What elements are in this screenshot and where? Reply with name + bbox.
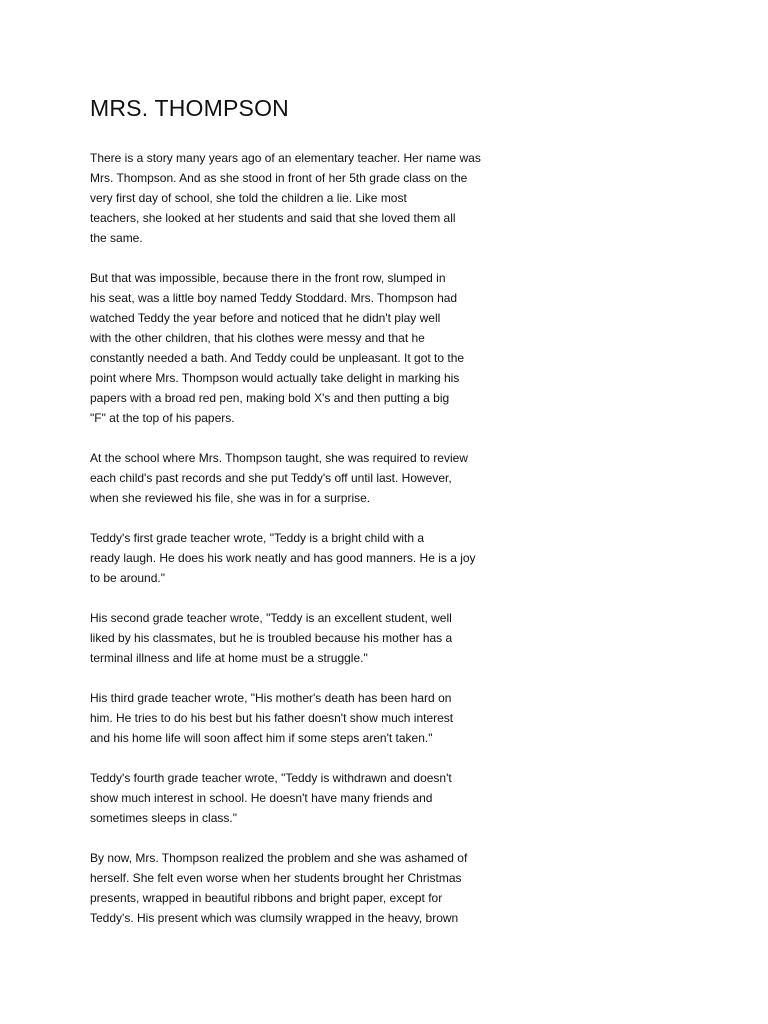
text-line: herself. She felt even worse when her students brought her Christmas xyxy=(90,871,462,885)
document-page xyxy=(90,92,510,948)
text-line: with the other children, that his clothes were messy and that he xyxy=(90,331,425,345)
text-line: His third grade teacher wrote, "His mother's death has been hard on xyxy=(90,691,452,705)
text-line: very first day of school, she told the children a lie. Like most xyxy=(90,191,407,205)
paragraph xyxy=(90,768,510,828)
text-line: There is a story many years ago of an elementary teacher. Her name was xyxy=(90,151,481,165)
paragraph xyxy=(90,268,510,428)
text-line: Teddy's fourth grade teacher wrote, "Teddy is withdrawn and doesn't xyxy=(90,771,452,785)
paragraph xyxy=(90,448,510,508)
text-line: point where Mrs. Thompson would actually take delight in marking his xyxy=(90,371,460,385)
text-line: watched Teddy the year before and noticed that he didn't play well xyxy=(90,311,441,325)
text-line: show much interest in school. He doesn't have many friends and xyxy=(90,791,433,805)
text-line: Mrs. Thompson. And as she stood in front of her 5th grade class on the xyxy=(90,171,468,185)
text-line: liked by his classmates, but he is troubled because his mother has a xyxy=(90,631,453,645)
paragraph xyxy=(90,688,510,748)
paragraph xyxy=(90,148,510,248)
text-line: each child's past records and she put Teddy's off until last. However, xyxy=(90,471,452,485)
paragraph xyxy=(90,848,510,928)
text-line: sometimes sleeps in class." xyxy=(90,811,237,825)
text-line: papers with a broad red pen, making bold X's and then putting a big xyxy=(90,391,450,405)
text-line: Teddy's. His present which was clumsily wrapped in the heavy, brown xyxy=(90,911,459,925)
text-line: presents, wrapped in beautiful ribbons and bright paper, except for xyxy=(90,891,443,905)
text-line: His second grade teacher wrote, "Teddy is an excellent student, well xyxy=(90,611,452,625)
text-line: teachers, she looked at her students and said that she loved them all xyxy=(90,211,456,225)
document-body xyxy=(90,148,510,928)
text-line: him. He tries to do his best but his father doesn't show much interest xyxy=(90,711,454,725)
document-title: MRS. THOMPSON xyxy=(90,95,289,121)
text-line: terminal illness and life at home must be a struggle." xyxy=(90,651,368,665)
text-line: and his home life will soon affect him if some steps aren't taken." xyxy=(90,731,433,745)
text-line: the same. xyxy=(90,231,143,245)
text-line: ready laugh. He does his work neatly and has good manners. He is a joy xyxy=(90,551,476,565)
text-line: Teddy's first grade teacher wrote, "Teddy is a bright child with a xyxy=(90,531,425,545)
paragraph xyxy=(90,608,510,668)
text-line: constantly needed a bath. And Teddy could be unpleasant. It got to the xyxy=(90,351,465,365)
text-line: "F" at the top of his papers. xyxy=(90,411,235,425)
text-line: his seat, was a little boy named Teddy Stoddard. Mrs. Thompson had xyxy=(90,291,458,305)
text-line: But that was impossible, because there in the front row, slumped in xyxy=(90,271,446,285)
paragraph xyxy=(90,528,510,588)
text-line: By now, Mrs. Thompson realized the problem and she was ashamed of xyxy=(90,851,468,865)
text-line: to be around." xyxy=(90,571,165,585)
text-line: At the school where Mrs. Thompson taught, she was required to review xyxy=(90,451,468,465)
text-line: when she reviewed his file, she was in for a surprise. xyxy=(90,491,371,505)
